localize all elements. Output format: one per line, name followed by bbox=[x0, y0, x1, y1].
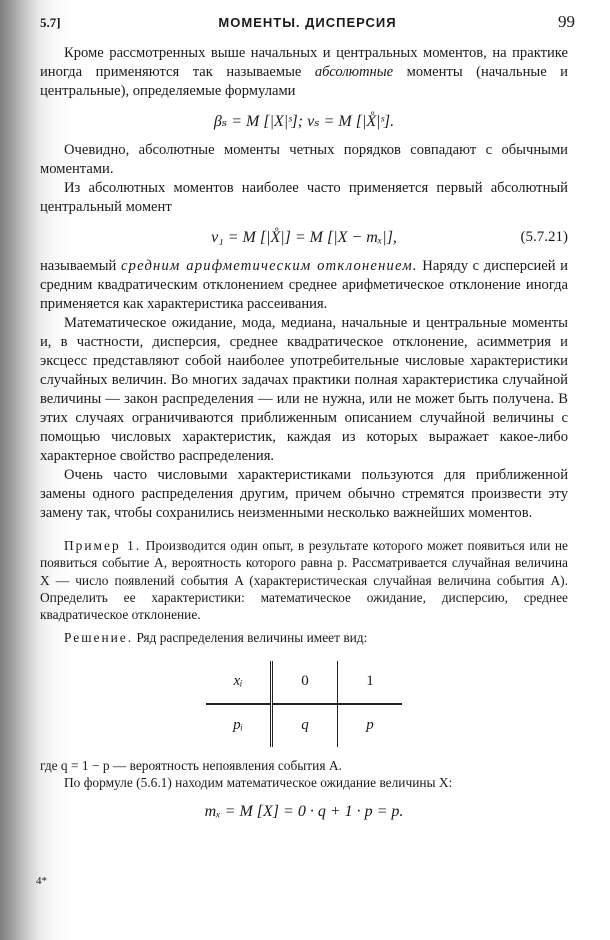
formula-expectation: mₓ = M [X] = 0 · q + 1 · p = p. bbox=[204, 803, 404, 821]
formula-mean-abs-deviation: ν₁ = M [|X̊|] = M [|X − mₓ|], (5.7.21) bbox=[211, 229, 568, 246]
margin-mark: 4* bbox=[36, 875, 47, 887]
table-row bbox=[206, 704, 402, 747]
equation-number: (5.7.21) bbox=[520, 229, 568, 245]
solution-line: Решение. Ряд распределения величины имеет вид: bbox=[64, 630, 368, 646]
paragraph-mean-deviation: называемый средним арифметическим отклонением. Наряду с дисперсией и средним квадратическим отклонением среднее арифметическое отклонение иногда применяется как характеристика рассеивания. bbox=[40, 258, 568, 312]
distribution-table bbox=[206, 661, 402, 747]
page-body bbox=[40, 44, 568, 831]
table-cell: 1 bbox=[338, 661, 403, 704]
example-label: Пример 1. bbox=[64, 538, 142, 553]
paragraph-numeric-characteristics: Математическое ожидание, мода, медиана, начальные и центральные моменты и, в частности, дисперсия, среднее квадратическое отклонение, асимметрия и эксцесс представляют собой наиболее употребительные числовые характеристики случайных величин. Во многих задачах практики полная характеристика случайной величины — закон распределения — или не нужна, или не может быть получена. В этих случаях ограничиваются приближенным описанием случайной величины с помощью числовых характеристик, каждая из которых выражает какое-либо характерное свойство распределения. bbox=[40, 315, 568, 464]
table-cell: q bbox=[272, 704, 338, 747]
term-absolute: абсолютные bbox=[314, 64, 394, 80]
paragraph-first-central: Из абсолютных моментов наиболее часто применяется первый абсолютный центральный момент bbox=[40, 180, 568, 215]
table-row bbox=[206, 661, 402, 704]
table-cell: pᵢ bbox=[206, 704, 272, 747]
paragraph-approximation: Очень часто числовыми характеристиками пользуются для приближенной замены одного распределения другим, причем обычно стремятся произвести эту замену так, чтобы сохранились неизменными несколько важнейших моментов. bbox=[40, 467, 568, 521]
table-cell: 0 bbox=[272, 661, 338, 704]
table-cell: p bbox=[366, 717, 374, 734]
table-cell: xᵢ bbox=[206, 661, 272, 704]
running-title: МОМЕНТЫ. ДИСПЕРСИЯ bbox=[218, 15, 397, 30]
page-header bbox=[40, 12, 575, 36]
example-statement: Пример 1. Производится один опыт, в результате которого может появиться или не появиться событие A, вероятность которого равна p. Рассматривается случайная величина X — число появлений события A (характеристическая случайная величина события A). Определить ее характеристики: математическое ожидание, дисперсию, среднее квадратическое отклонение. bbox=[40, 538, 568, 623]
solution-label: Решение. bbox=[64, 630, 134, 646]
paragraph-absolute-moments: Кроме рассмотренных выше начальных и центральных моментов, на практике иногда применяются так называемые абсолютные моменты (начальные и центральные), определяемые формулами bbox=[40, 45, 568, 99]
term-mean-arithmetic-deviation: средним арифметическим отклонением. bbox=[120, 258, 418, 274]
section-label: 5.7] bbox=[40, 15, 61, 30]
formula-absolute-moments: βₛ = M [|X|ˢ]; νₛ = M [|X̊|ˢ]. bbox=[213, 113, 395, 130]
paragraph-even-orders: Очевидно, абсолютные моменты четных порядков совпадают с обычными моментами. bbox=[40, 142, 568, 177]
after-table-line: где q = 1 − p — вероятность непоявления события A. bbox=[40, 757, 342, 773]
expectation-intro: По формуле (5.6.1) находим математическое ожидание величины X: bbox=[64, 775, 453, 791]
page-number: 99 bbox=[558, 12, 575, 31]
